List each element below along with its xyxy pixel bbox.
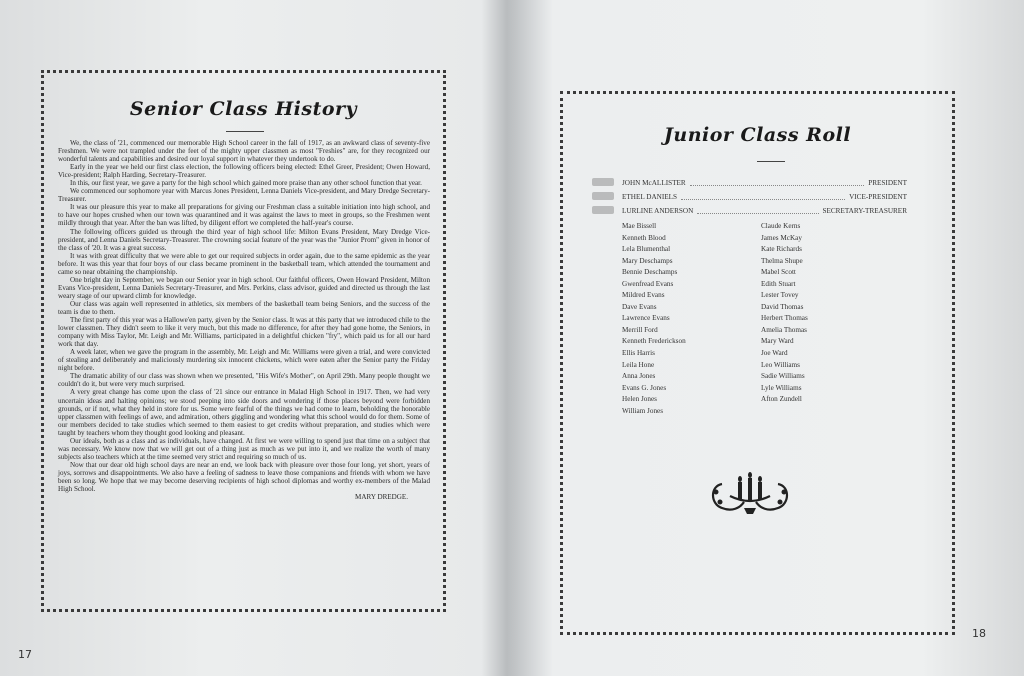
- history-paragraph: Early in the year we held our first class election, the following officers being elected: Ethel Greer, President; Owen Howard, Vice-president; Ralph Harding, Secretary-Treasurer.: [58, 163, 430, 180]
- member-name: Herbert Thomas: [761, 314, 808, 323]
- member-name: Mary Ward: [761, 337, 794, 346]
- history-paragraph: It was with great difficulty that we were able to get our required subjects in order again, due to the same epidemic as the year before. It was this year that four boys of our class became prominent in the basketball team, which attended the tournament and came so near obtaining the championship.: [58, 251, 430, 276]
- ink-smudge: [592, 206, 614, 214]
- member-name: Kenneth Frederickson: [622, 337, 686, 346]
- member-name: Lela Blumenthal: [622, 245, 671, 254]
- officer-role: PRESIDENT: [868, 179, 907, 187]
- officer-row: [622, 176, 907, 190]
- history-paragraph: The first party of this year was a Hallowe'en party, given by the Senior class. It was at this party that we introduced chile to the lower classmen. They didn't seem to like it very much, but this made no difference, for after they had gone home, the Seniors, in company with Miss Taylor, Mr. Leigh and Mr. Williams, participated in a delightful chicken "fry", which paid us for all our hard work that day.: [58, 316, 430, 349]
- ink-smudge: [592, 178, 614, 186]
- history-paragraph: Our class was again well represented in athletics, six members of the basketball team being Seniors, and the success of the team is due to them.: [58, 299, 430, 316]
- member-name: William Jones: [622, 406, 664, 415]
- history-paragraph: Now that our dear old high school days are near an end, we look back with pleasure over those four long, yet short, years of joys, sorrows and disappointments. We also have a feeling of sadness to leave those companions and friends with whom we have been so long. We hope that we may become deserving recipients of high school diplomas and worthy ex-members of the Malad High School.: [58, 460, 430, 494]
- dot-leader: [690, 180, 865, 186]
- junior-roll-title: Junior Class Roll: [663, 124, 852, 146]
- member-name: Amelia Thomas: [761, 325, 807, 334]
- member-name: Thelma Shupe: [761, 256, 803, 265]
- officer-name: LURLINE ANDERSON: [622, 207, 694, 215]
- member-name: Mae Bissell: [622, 222, 657, 230]
- member-name: Evans G. Jones: [622, 383, 667, 392]
- history-paragraph: A very great change has come upon the class of '21 since our entrance in Malad High School in 1917. Then, we had very uncertain ideas and halting opinions; we stood peeping into side doors and wondering if those places beyond were forbidden grounds, or if not, what they held in store for us. Some were fearful of the things we had come to learn, beholding the honorable upper classmen with feelings of awe, and admiration, others giggling and wondering what this school would do for them. Some of our members decided to take studies which seemed to them easiest to get credits without preparation, and studies which were taught by teachers whom they thought good looking and pleasant.: [58, 388, 430, 437]
- history-paragraph: It was our pleasure this year to make all preparations for giving our Freshman class a suitable initiation into high school, and to have our hopes crushed when our town was quarantined and it was against the laws to meet in groups, so the Freshmen went mildly through that year. After the ban was lifted, by diligent effort we completed the half-year's course.: [58, 203, 430, 228]
- member-name: Leila Hone: [622, 360, 655, 369]
- author-signature: MARY DREDGE.: [355, 493, 408, 502]
- history-paragraph: The following officers guided us through the third year of high school life: Milton Evans President, Mary Dredge Vice-president, and Lenna Daniels Secretary-Treasurer. The crowning social feature of the year was the "Junior Prom" given in honor of the class of '20. It was a great success.: [58, 227, 430, 252]
- member-name: Ellis Harris: [622, 349, 655, 358]
- ink-smudge: [592, 192, 614, 200]
- member-name: James McKay: [761, 233, 802, 242]
- member-name: Gwenfread Evans: [622, 279, 674, 288]
- dotted-border: [560, 91, 955, 635]
- member-name: Bennie Deschamps: [622, 268, 678, 277]
- member-name: Kate Richards: [761, 245, 802, 254]
- member-name: Dave Evans: [622, 302, 657, 311]
- member-name: Lyle Williams: [761, 383, 802, 392]
- page-number: 18: [972, 627, 986, 640]
- right-page: [508, 0, 1024, 676]
- member-list-right: [761, 221, 808, 406]
- officer-row: [622, 204, 907, 218]
- officer-name: JOHN McALLISTER: [622, 179, 686, 187]
- dot-leader: [681, 194, 845, 200]
- member-list-left: [622, 221, 686, 417]
- member-name: Anna Jones: [622, 372, 656, 381]
- member-name: Kenneth Blood: [622, 233, 666, 242]
- history-paragraph: We commenced our sophomore year with Marcus Jones President, Lenna Daniels Vice-president, and Mary Dredge Secretary-Treasurer.: [58, 187, 430, 204]
- member-name: Lester Tovey: [761, 291, 799, 300]
- history-paragraph: One bright day in September, we began our Senior year in high school. Our faithful officers, Owen Howard President, Milton Evans Vice-president, Lenna Daniels Secretary-Treasurer, and Mrs. Perkins, class advisor, guided and directed us through the last weary stage of our upward climb for knowledge.: [58, 275, 430, 300]
- member-name: Sadie Williams: [761, 372, 805, 381]
- officer-role: VICE-PRESIDENT: [849, 193, 907, 201]
- class-officers: [622, 176, 907, 218]
- member-name: Edith Stuart: [761, 279, 796, 288]
- member-name: Mary Deschamps: [622, 256, 673, 265]
- member-name: Claude Kerns: [761, 222, 801, 230]
- candelabra-icon: [708, 472, 792, 518]
- member-name: Mildred Evans: [622, 291, 665, 300]
- dot-leader: [697, 208, 818, 214]
- title-divider: [757, 161, 785, 162]
- senior-history-text: [58, 139, 430, 501]
- member-name: Joe Ward: [761, 349, 788, 358]
- senior-history-title: Senior Class History: [129, 98, 358, 120]
- history-paragraph: A week later, when we gave the program in the assembly, Mr. Leigh and Mr. Williams were given a trial, and were convicted of stealing and deliberately and maliciously murdering six innocent chickens, which were eaten after the Senior party the Friday night before.: [58, 348, 430, 373]
- member-name: Mabel Scott: [761, 268, 796, 277]
- history-paragraph: The dramatic ability of our class was shown when we presented, "His Wife's Mother", on April 29th. Many people thought we couldn't do it, but were very much surprised.: [58, 372, 430, 389]
- officer-name: ETHEL DANIELS: [622, 193, 678, 201]
- member-name: Leo Williams: [761, 360, 800, 369]
- member-name: Lawrence Evans: [622, 314, 670, 323]
- member-name: Merrill Ford: [622, 325, 658, 334]
- officer-row: [622, 190, 907, 204]
- member-name: Afton Zundell: [761, 395, 802, 404]
- member-name: David Thomas: [761, 302, 804, 311]
- member-name: Helen Jones: [622, 395, 657, 404]
- left-page: [0, 0, 505, 676]
- history-paragraph: We, the class of '21, commenced our memorable High School career in the fall of 1917, as an awkward class of seventy-five Freshmen. We were not trampled under the feet of the mighty upper classmen as most "Freshies" are, for they recognized our wonderful talents and capabilities and desired our loyal support in whatever they undertook to do.: [58, 139, 430, 164]
- history-paragraph: In this, our first year, we gave a party for the high school which gained more praise than any other school function that year.: [70, 179, 422, 188]
- officer-role: SECRETARY-TREASURER: [822, 207, 907, 215]
- history-paragraph: Our ideals, both as a class and as individuals, have changed. At first we were willing to spend just that time on a subject that was necessary. We know now that we will get out of a thing just as much as we put into it, and we realize the worth of many subjects also teachers which at the time seemed very strict and requiring so much of us.: [58, 436, 430, 461]
- page-number: 17: [18, 648, 32, 661]
- title-divider: [226, 131, 264, 132]
